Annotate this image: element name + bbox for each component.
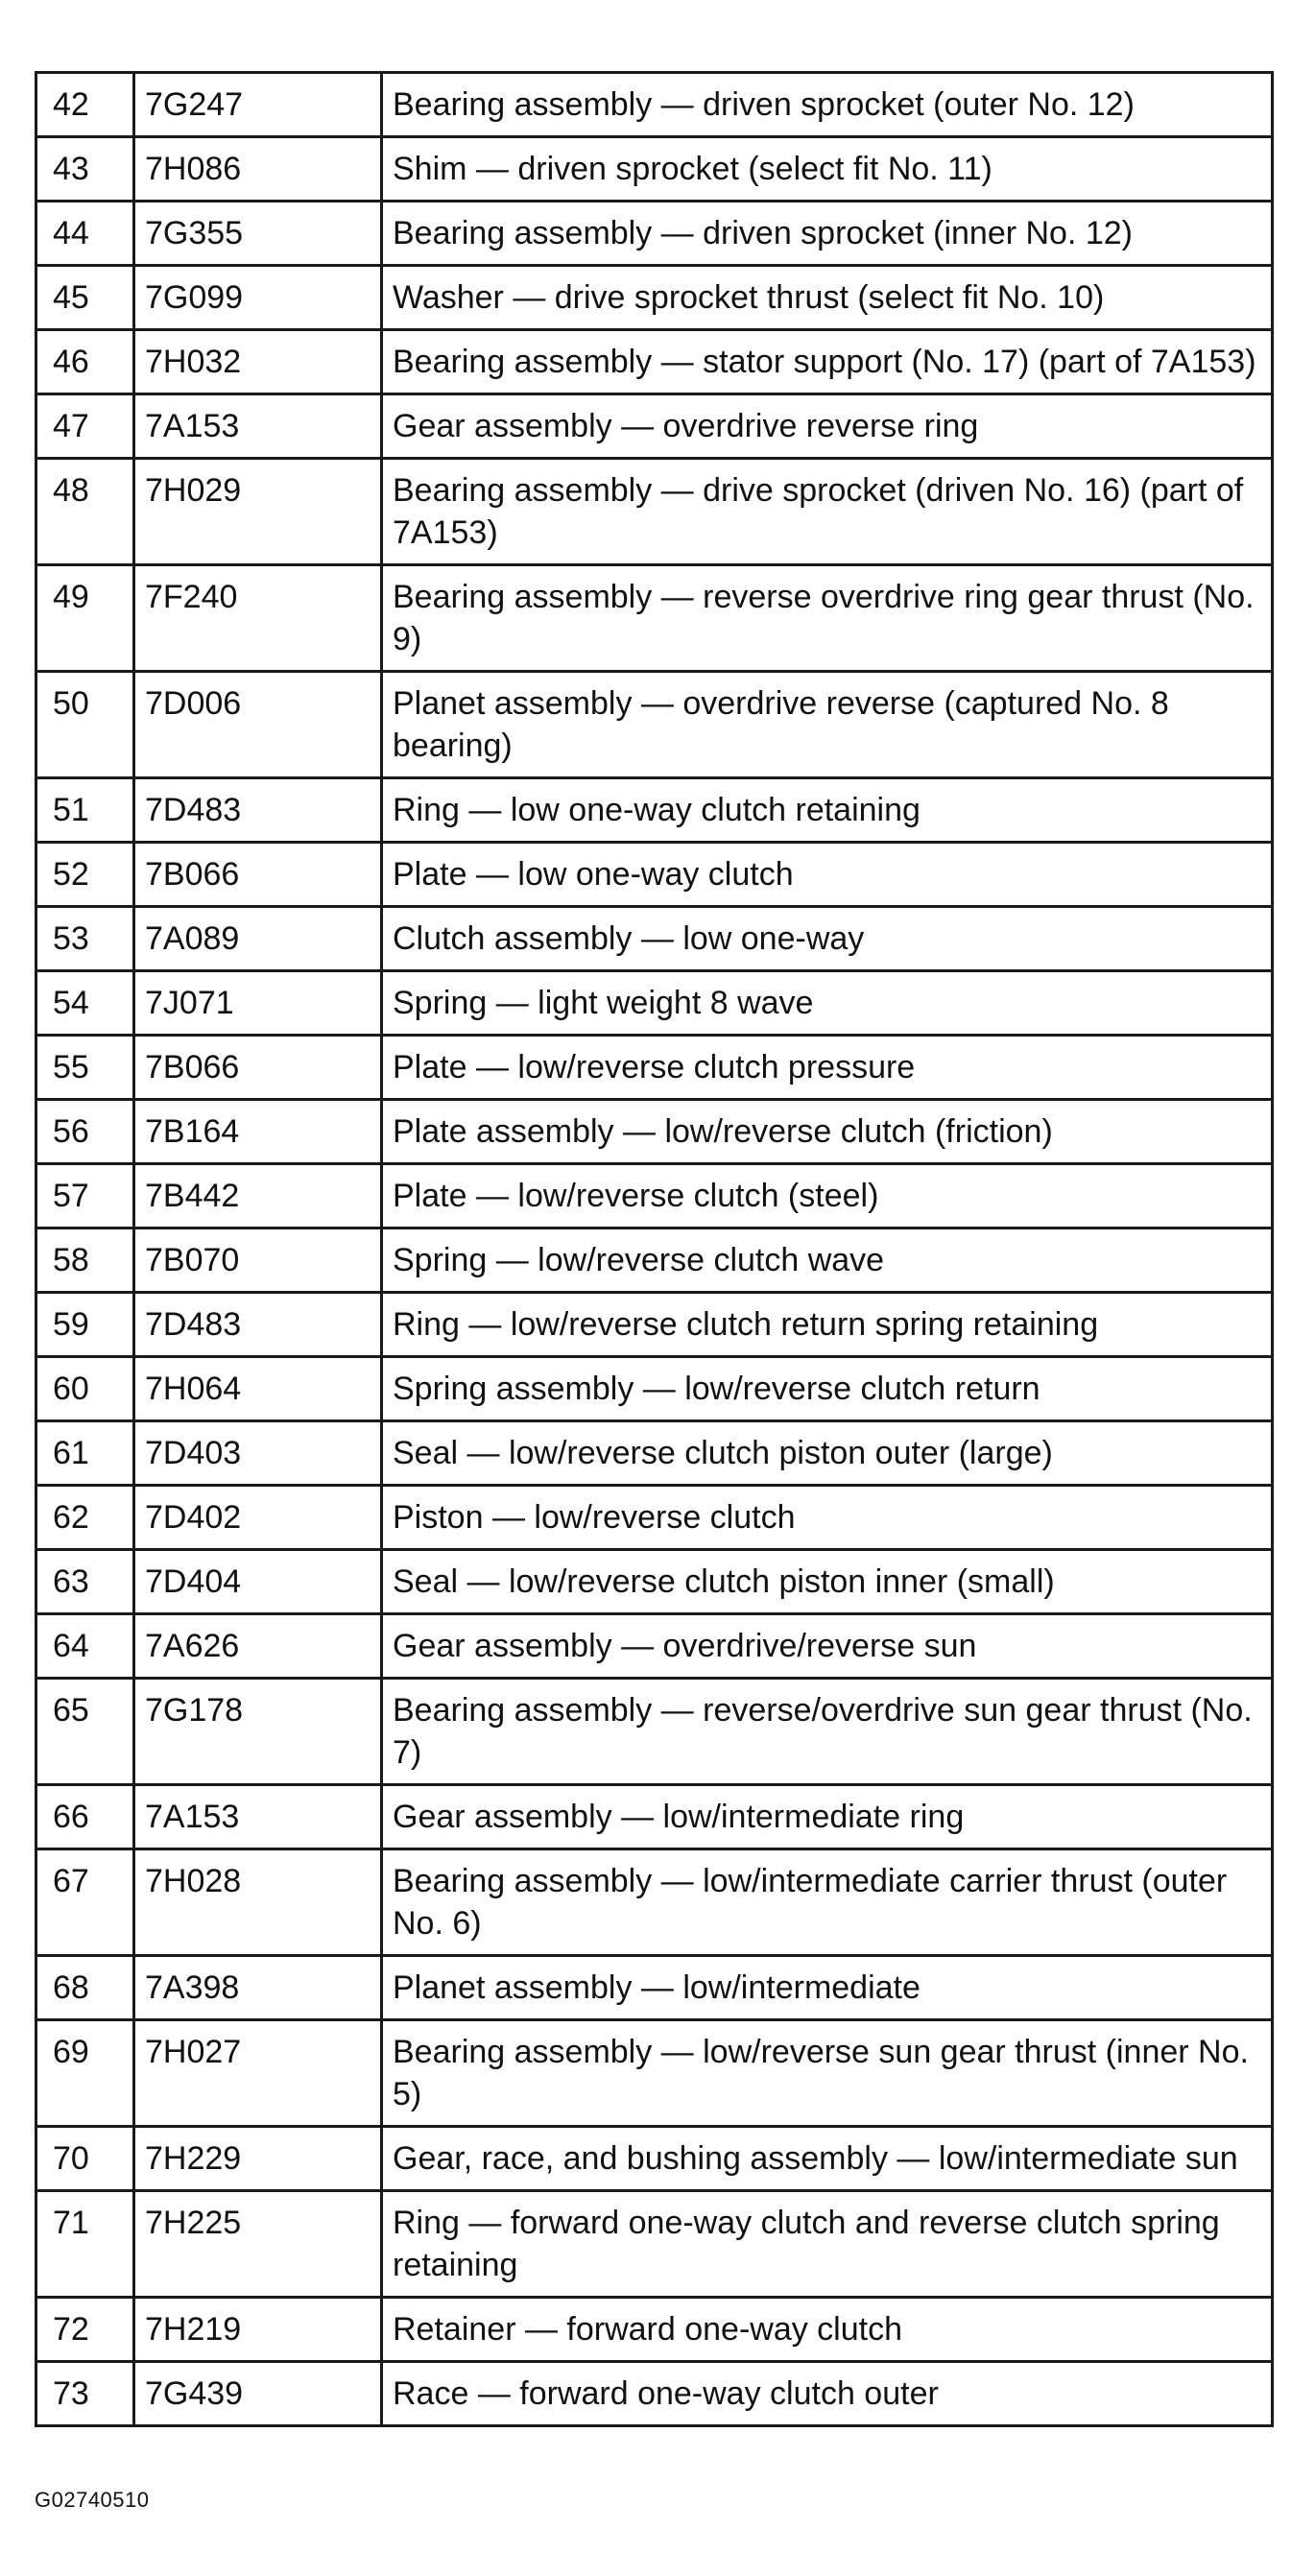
part-number: 7H225 bbox=[134, 2191, 382, 2298]
item-number: 68 bbox=[36, 1956, 134, 2020]
part-description: Washer — drive sprocket thrust (select fit No. 10) bbox=[382, 266, 1273, 330]
table-row bbox=[36, 1357, 1273, 1421]
table-row bbox=[36, 1293, 1273, 1357]
item-number: 61 bbox=[36, 1421, 134, 1486]
item-number: 59 bbox=[36, 1293, 134, 1357]
part-description: Plate — low one-way clutch bbox=[382, 843, 1273, 907]
table-row bbox=[36, 394, 1273, 459]
part-description: Retainer — forward one-way clutch bbox=[382, 2298, 1273, 2362]
part-description: Seal — low/reverse clutch piston outer (large) bbox=[382, 1421, 1273, 1486]
part-number: 7B066 bbox=[134, 843, 382, 907]
item-number: 47 bbox=[36, 394, 134, 459]
item-number: 46 bbox=[36, 330, 134, 394]
part-number: 7H229 bbox=[134, 2127, 382, 2191]
part-description: Gear, race, and bushing assembly — low/intermediate sun bbox=[382, 2127, 1273, 2191]
part-number: 7H029 bbox=[134, 459, 382, 565]
item-number: 66 bbox=[36, 1785, 134, 1849]
part-description: Planet assembly — overdrive reverse (captured No. 8 bearing) bbox=[382, 672, 1273, 778]
item-number: 49 bbox=[36, 565, 134, 672]
item-number: 57 bbox=[36, 1164, 134, 1228]
item-number: 56 bbox=[36, 1100, 134, 1164]
figure-code: G02740510 bbox=[35, 2488, 150, 2512]
part-number: 7G099 bbox=[134, 266, 382, 330]
table-row bbox=[36, 1785, 1273, 1849]
part-number: 7A153 bbox=[134, 394, 382, 459]
part-number: 7F240 bbox=[134, 565, 382, 672]
part-description: Plate assembly — low/reverse clutch (friction) bbox=[382, 1100, 1273, 1164]
part-number: 7H032 bbox=[134, 330, 382, 394]
table-row bbox=[36, 843, 1273, 907]
table-row bbox=[36, 971, 1273, 1036]
item-number: 70 bbox=[36, 2127, 134, 2191]
part-description: Bearing assembly — reverse/overdrive sun gear thrust (No. 7) bbox=[382, 1679, 1273, 1785]
table-row bbox=[36, 1421, 1273, 1486]
part-number: 7D483 bbox=[134, 1293, 382, 1357]
part-number: 7G439 bbox=[134, 2362, 382, 2426]
item-number: 71 bbox=[36, 2191, 134, 2298]
table-row bbox=[36, 1849, 1273, 1956]
part-number: 7B066 bbox=[134, 1036, 382, 1100]
item-number: 73 bbox=[36, 2362, 134, 2426]
item-number: 53 bbox=[36, 907, 134, 971]
part-number: 7D402 bbox=[134, 1486, 382, 1550]
part-number: 7G355 bbox=[134, 202, 382, 266]
table-row bbox=[36, 73, 1273, 137]
part-description: Race — forward one-way clutch outer bbox=[382, 2362, 1273, 2426]
table-row bbox=[36, 2191, 1273, 2298]
part-description: Spring — low/reverse clutch wave bbox=[382, 1228, 1273, 1293]
part-number: 7D403 bbox=[134, 1421, 382, 1486]
table-row bbox=[36, 2362, 1273, 2426]
part-number: 7H086 bbox=[134, 137, 382, 202]
table-row bbox=[36, 2127, 1273, 2191]
part-description: Gear assembly — low/intermediate ring bbox=[382, 1785, 1273, 1849]
part-number: 7G247 bbox=[134, 73, 382, 137]
table-row bbox=[36, 330, 1273, 394]
item-number: 43 bbox=[36, 137, 134, 202]
part-description: Shim — driven sprocket (select fit No. 11) bbox=[382, 137, 1273, 202]
part-number: 7D483 bbox=[134, 778, 382, 843]
table-row bbox=[36, 1679, 1273, 1785]
item-number: 63 bbox=[36, 1550, 134, 1614]
item-number: 54 bbox=[36, 971, 134, 1036]
part-description: Plate — low/reverse clutch pressure bbox=[382, 1036, 1273, 1100]
table-row bbox=[36, 1100, 1273, 1164]
item-number: 69 bbox=[36, 2020, 134, 2127]
part-number: 7A398 bbox=[134, 1956, 382, 2020]
part-number: 7J071 bbox=[134, 971, 382, 1036]
part-description: Spring assembly — low/reverse clutch return bbox=[382, 1357, 1273, 1421]
table-row bbox=[36, 778, 1273, 843]
table-row bbox=[36, 672, 1273, 778]
item-number: 65 bbox=[36, 1679, 134, 1785]
part-number: 7B070 bbox=[134, 1228, 382, 1293]
parts-table-body bbox=[36, 73, 1273, 2426]
table-row bbox=[36, 1036, 1273, 1100]
part-number: 7H028 bbox=[134, 1849, 382, 1956]
item-number: 48 bbox=[36, 459, 134, 565]
part-description: Bearing assembly — driven sprocket (outer No. 12) bbox=[382, 73, 1273, 137]
part-description: Piston — low/reverse clutch bbox=[382, 1486, 1273, 1550]
item-number: 64 bbox=[36, 1614, 134, 1679]
item-number: 50 bbox=[36, 672, 134, 778]
part-description: Seal — low/reverse clutch piston inner (small) bbox=[382, 1550, 1273, 1614]
part-number: 7A089 bbox=[134, 907, 382, 971]
item-number: 52 bbox=[36, 843, 134, 907]
part-description: Bearing assembly — driven sprocket (inner No. 12) bbox=[382, 202, 1273, 266]
part-description: Clutch assembly — low one-way bbox=[382, 907, 1273, 971]
table-row bbox=[36, 1486, 1273, 1550]
table-row bbox=[36, 2298, 1273, 2362]
item-number: 55 bbox=[36, 1036, 134, 1100]
part-description: Gear assembly — overdrive reverse ring bbox=[382, 394, 1273, 459]
item-number: 44 bbox=[36, 202, 134, 266]
table-row bbox=[36, 266, 1273, 330]
part-description: Ring — low one-way clutch retaining bbox=[382, 778, 1273, 843]
part-number: 7A153 bbox=[134, 1785, 382, 1849]
part-description: Planet assembly — low/intermediate bbox=[382, 1956, 1273, 2020]
part-number: 7B164 bbox=[134, 1100, 382, 1164]
item-number: 67 bbox=[36, 1849, 134, 1956]
part-description: Ring — low/reverse clutch return spring retaining bbox=[382, 1293, 1273, 1357]
part-number: 7B442 bbox=[134, 1164, 382, 1228]
part-description: Spring — light weight 8 wave bbox=[382, 971, 1273, 1036]
part-description: Plate — low/reverse clutch (steel) bbox=[382, 1164, 1273, 1228]
table-row bbox=[36, 1956, 1273, 2020]
table-row bbox=[36, 565, 1273, 672]
table-row bbox=[36, 2020, 1273, 2127]
table-row bbox=[36, 1550, 1273, 1614]
part-number: 7H064 bbox=[134, 1357, 382, 1421]
part-number: 7G178 bbox=[134, 1679, 382, 1785]
table-row bbox=[36, 137, 1273, 202]
part-description: Ring — forward one-way clutch and reverse clutch spring retaining bbox=[382, 2191, 1273, 2298]
item-number: 51 bbox=[36, 778, 134, 843]
part-number: 7H027 bbox=[134, 2020, 382, 2127]
part-number: 7H219 bbox=[134, 2298, 382, 2362]
table-row bbox=[36, 459, 1273, 565]
part-number: 7A626 bbox=[134, 1614, 382, 1679]
item-number: 42 bbox=[36, 73, 134, 137]
parts-table bbox=[35, 71, 1274, 2427]
part-number: 7D404 bbox=[134, 1550, 382, 1614]
table-row bbox=[36, 202, 1273, 266]
part-description: Bearing assembly — low/intermediate carrier thrust (outer No. 6) bbox=[382, 1849, 1273, 1956]
part-number: 7D006 bbox=[134, 672, 382, 778]
table-row bbox=[36, 1614, 1273, 1679]
table-row bbox=[36, 907, 1273, 971]
table-row bbox=[36, 1228, 1273, 1293]
item-number: 72 bbox=[36, 2298, 134, 2362]
table-row bbox=[36, 1164, 1273, 1228]
part-description: Bearing assembly — stator support (No. 17) (part of 7A153) bbox=[382, 330, 1273, 394]
item-number: 58 bbox=[36, 1228, 134, 1293]
part-description: Bearing assembly — drive sprocket (driven No. 16) (part of 7A153) bbox=[382, 459, 1273, 565]
item-number: 45 bbox=[36, 266, 134, 330]
part-description: Bearing assembly — reverse overdrive ring gear thrust (No. 9) bbox=[382, 565, 1273, 672]
part-description: Bearing assembly — low/reverse sun gear thrust (inner No. 5) bbox=[382, 2020, 1273, 2127]
item-number: 62 bbox=[36, 1486, 134, 1550]
item-number: 60 bbox=[36, 1357, 134, 1421]
part-description: Gear assembly — overdrive/reverse sun bbox=[382, 1614, 1273, 1679]
